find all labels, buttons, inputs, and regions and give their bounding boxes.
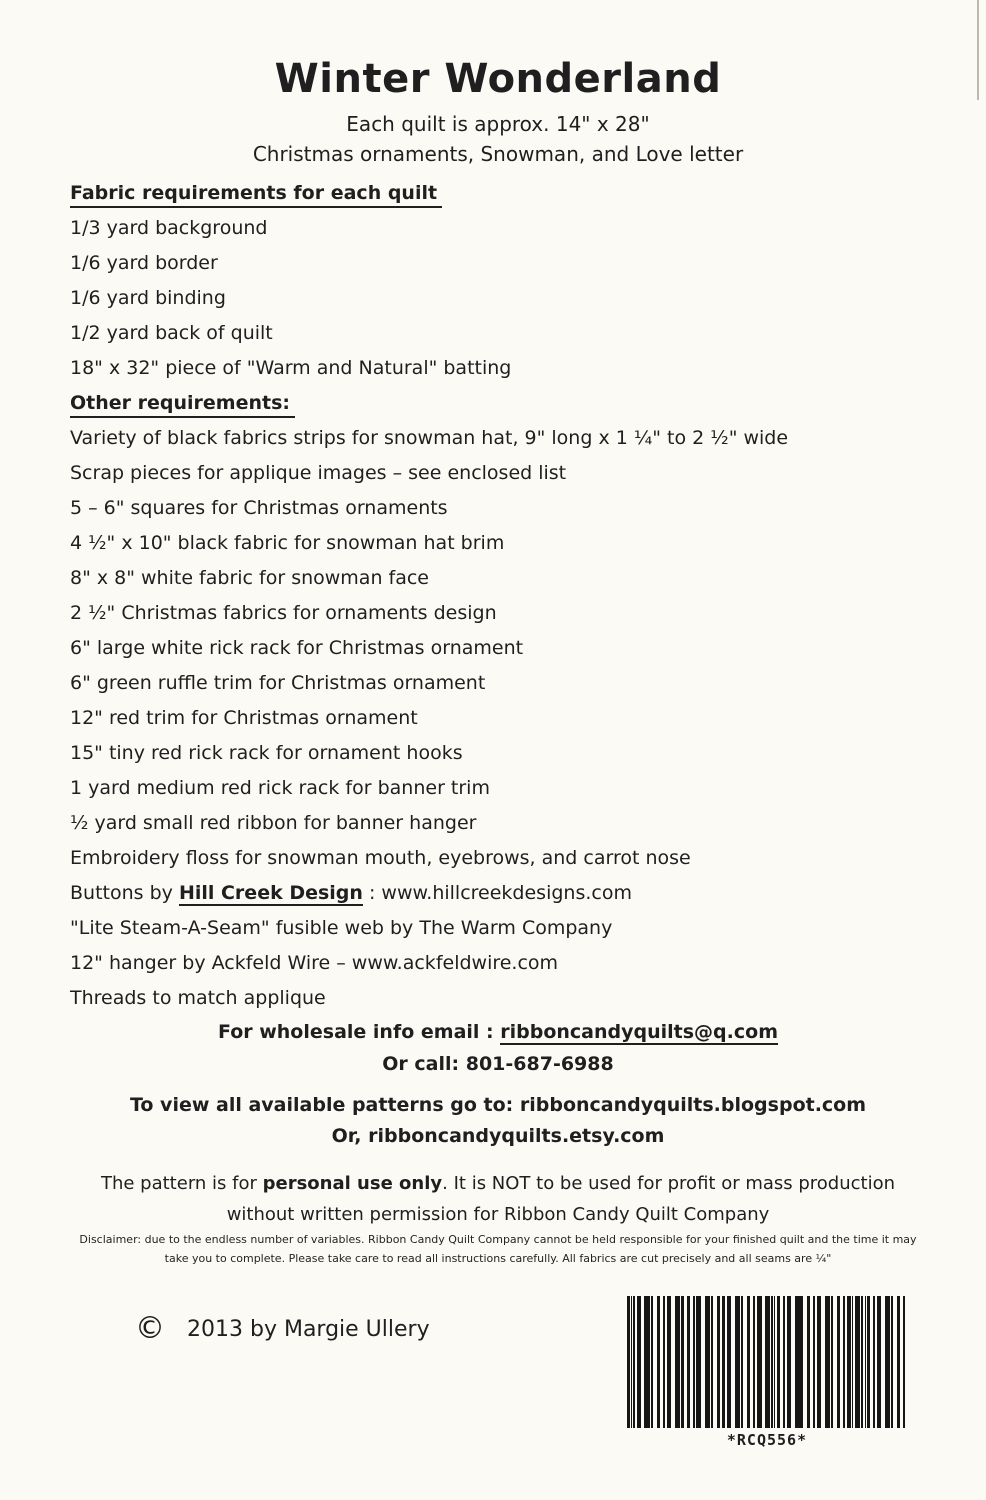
fabric-item: 18" x 32" piece of "Warm and Natural" batting	[70, 357, 512, 379]
fabric-requirements-heading	[70, 176, 926, 211]
requirement-item-fusible: "Lite Steam-A-Seam" fusible web by The Warm Company	[70, 917, 613, 939]
patterns-etsy-line: Or, ribboncandyquilts.etsy.com	[331, 1125, 665, 1147]
notice-personal-use: personal use only	[262, 1173, 443, 1194]
wholesale-line	[70, 1016, 926, 1048]
wholesale-prefix: For wholesale info email :	[217, 1021, 501, 1043]
fabric-item: 1/6 yard border	[70, 252, 218, 274]
requirement-item: 2 ½" Christmas fabrics for ornaments design	[70, 602, 497, 624]
requirement-item: 5 – 6" squares for Christmas ornaments	[70, 497, 448, 519]
usage-notice-line2: without written permission for Ribbon Candy Quilt Company	[226, 1204, 770, 1225]
requirement-item: Embroidery floss for snowman mouth, eyebrows, and carrot nose	[70, 847, 691, 869]
disclaimer-line2: take you to complete. Please take care to read all instructions carefully. All fabrics are cut precisely and all seams are ¼"	[164, 1252, 832, 1265]
fabric-item: 1/3 yard background	[70, 217, 268, 239]
other-requirements-heading-text: Other requirements:	[70, 391, 295, 418]
page-title: Winter Wonderland	[274, 56, 722, 102]
requirement-item: 6" large white rick rack for Christmas ornament	[70, 637, 524, 659]
fabric-requirements-heading-text: Fabric requirements for each quilt	[70, 181, 442, 208]
buttons-url: : www.hillcreekdesigns.com	[362, 882, 632, 904]
requirement-item: 12" red trim for Christmas ornament	[70, 707, 418, 729]
quilt-size-line: Each quilt is approx. 14" x 28"	[346, 112, 650, 136]
copyright-text: 2013 by Margie Ullery	[187, 1316, 430, 1342]
fabric-item: 1/6 yard binding	[70, 287, 226, 309]
barcode-label: *RCQ556*	[726, 1431, 808, 1449]
barcode-image	[627, 1296, 907, 1428]
requirement-item: 6" green ruffle trim for Christmas ornament	[70, 672, 486, 694]
hill-creek-design-name: Hill Creek Design	[178, 882, 363, 904]
usage-notice-line1	[70, 1168, 926, 1199]
patterns-blogspot-line: To view all available patterns go to: ribboncandyquilts.blogspot.com	[129, 1094, 867, 1116]
disclaimer-line1: Disclaimer: due to the endless number of variables. Ribbon Candy Quilt Company cannot be held responsible for your finished quilt and the time it may	[79, 1233, 917, 1246]
requirement-item-threads: Threads to match applique	[70, 987, 326, 1009]
quilt-designs-line: Christmas ornaments, Snowman, and Love letter	[252, 142, 744, 166]
phone-line: Or call: 801-687-6988	[382, 1053, 614, 1075]
buttons-prefix: Buttons by	[70, 882, 179, 904]
copyright-icon: ©	[135, 1311, 165, 1346]
requirement-item: 15" tiny red rick rack for ornament hooks	[70, 742, 463, 764]
requirement-item: Variety of black fabrics strips for snowman hat, 9" long x 1 ¼" to 2 ½" wide	[70, 427, 789, 449]
requirement-item: ½ yard small red ribbon for banner hanger	[70, 812, 477, 834]
requirement-item-buttons	[70, 876, 926, 911]
barcode-block	[627, 1296, 907, 1449]
notice-end: . It is NOT to be used for profit or mass production	[442, 1173, 896, 1194]
requirement-item-hanger: 12" hanger by Ackfeld Wire – www.ackfeldwire.com	[70, 952, 559, 974]
wholesale-email: ribboncandyquilts@q.com	[500, 1021, 778, 1043]
requirement-item: 1 yard medium red rick rack for banner trim	[70, 777, 490, 799]
fabric-item: 1/2 yard back of quilt	[70, 322, 273, 344]
other-requirements-heading	[70, 386, 926, 421]
notice-start: The pattern is for	[100, 1173, 263, 1194]
scan-artifact-line	[977, 0, 979, 100]
requirement-item: 8" x 8" white fabric for snowman face	[70, 567, 429, 589]
copyright	[135, 1311, 430, 1346]
requirement-item: Scrap pieces for applique images – see enclosed list	[70, 462, 567, 484]
requirement-item: 4 ½" x 10" black fabric for snowman hat brim	[70, 532, 505, 554]
footer	[70, 1284, 926, 1494]
